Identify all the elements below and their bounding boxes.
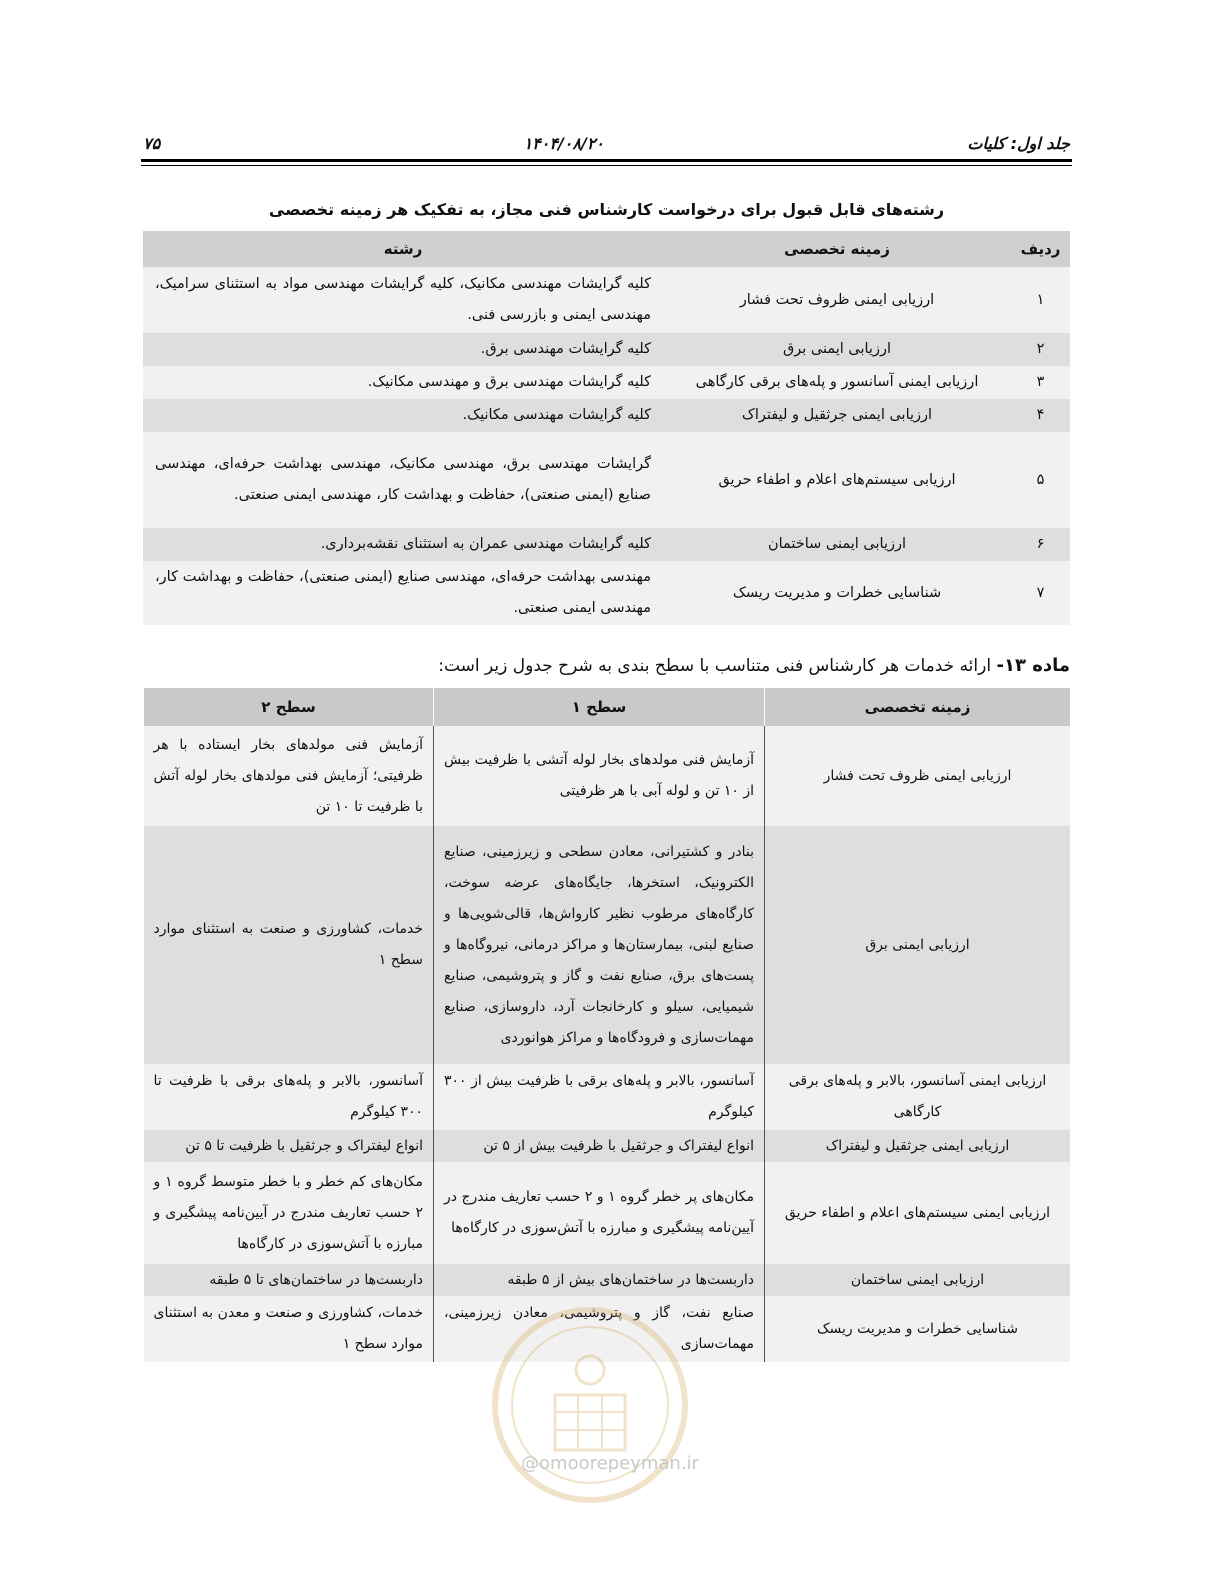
table-row [143, 333, 1070, 366]
row-level2: آسانسور، بالابر و پله‌های برقی با ظرفیت تا ۳۰۰ کیلوگرم [144, 1064, 434, 1130]
table1-header-num: ردیف [1011, 231, 1070, 267]
table-row [143, 561, 1070, 625]
majors-table [143, 231, 1070, 625]
row-field: ارزیابی ایمنی آسانسور، بالابر و پله‌های برقی کارگاهی [765, 1064, 1071, 1130]
row-field: ارزیابی ایمنی برق [765, 826, 1071, 1064]
row-level2: آزمایش فنی مولدهای بخار ایستاده با هر ظرفیتی؛ آزمایش فنی مولدهای بخار لوله آتش با ظرفیت تا ۱۰ تن [144, 726, 434, 826]
row-level2: مکان‌های کم خطر و با خطر متوسط گروه ۱ و ۲ حسب تعاریف مندرج در آیین‌نامه پیشگیری و مبارزه با آتش‌سوزی در کارگاه‌ها [144, 1162, 434, 1264]
header-rule-thick [141, 159, 1072, 162]
service-levels-table [143, 688, 1070, 1362]
row-number: ۱ [1011, 267, 1070, 333]
table-row [144, 1064, 1071, 1130]
watermark-site: @omoorepeyman.ir [521, 1453, 699, 1474]
row-field: ارزیابی ایمنی ساختمان [663, 528, 1011, 561]
article-label: ماده ۱۳- [996, 655, 1070, 676]
row-field: ارزیابی ایمنی برق [663, 333, 1011, 366]
row-field: ارزیابی سیستم‌های اعلام و اطفاء حریق [663, 432, 1011, 528]
row-field: ارزیابی ایمنی جرثقیل و لیفتراک [765, 1130, 1071, 1162]
row-field: شناسایی خطرات و مدیریت ریسک [765, 1296, 1071, 1362]
article-13 [143, 655, 1070, 676]
table-row [143, 267, 1070, 333]
row-level1: صنایع نفت، گاز و پتروشیمی، معادن زیرزمینی، مهمات‌سازی [434, 1296, 765, 1362]
table-row [144, 726, 1071, 826]
table1-header-field: زمینه تخصصی [663, 231, 1011, 267]
row-level1: داربست‌ها در ساختمان‌های بیش از ۵ طبقه [434, 1264, 765, 1296]
table-row [143, 399, 1070, 432]
row-number: ۳ [1011, 366, 1070, 399]
row-number: ۴ [1011, 399, 1070, 432]
row-level1: انواع لیفتراک و جرثقیل با ظرفیت بیش از ۵ تن [434, 1130, 765, 1162]
table-row [144, 826, 1071, 1064]
table2-header-field: زمینه تخصصی [765, 688, 1071, 726]
header-date: ۱۴۰۴/۰۸/۲۰ [523, 133, 605, 153]
row-level1: آزمایش فنی مولدهای بخار لوله آتشی با ظرفیت بیش از ۱۰ تن و لوله آبی با هر ظرفیتی [434, 726, 765, 826]
table2-header-row [144, 688, 1071, 726]
header-page-number: ۷۵ [143, 133, 161, 153]
row-level1: بنادر و کشتیرانی، معادن سطحی و زیرزمینی، صنایع الکترونیک، استخرها، جایگاه‌های عرضه سوخت، کارگاه‌های مرطوب نظیر کارواش‌ها، قالی‌شویی‌ها و صنایع لبنی، بیمارستان‌ها و مراکز درمانی، نیروگاه‌ها و پست‌های برق، صنایع نفت و گاز و پتروشیمی، صنایع شیمیایی، سیلو و کارخانجات آرد، داروسازی، صنایع مهمات‌سازی و فرودگاه‌ها و مراکز هوانوردی [434, 826, 765, 1064]
row-field: ارزیابی ایمنی سیستم‌های اعلام و اطفاء حریق [765, 1162, 1071, 1264]
row-field: ارزیابی ایمنی ظروف تحت فشار [765, 726, 1071, 826]
table1-header-major: رشته [143, 231, 663, 267]
row-field: ارزیابی ایمنی ظروف تحت فشار [663, 267, 1011, 333]
row-number: ۷ [1011, 561, 1070, 625]
header-rule-thin [141, 165, 1072, 166]
row-level1: مکان‌های پر خطر گروه ۱ و ۲ حسب تعاریف مندرج در آیین‌نامه پیشگیری و مبارزه با آتش‌سوزی در کارگاه‌ها [434, 1162, 765, 1264]
row-major: کلیه گرایشات مهندسی عمران به استثنای نقشه‌برداری. [143, 528, 663, 561]
row-major: کلیه گرایشات مهندسی برق و مهندسی مکانیک. [143, 366, 663, 399]
row-major: کلیه گرایشات مهندسی مکانیک، کلیه گرایشات مهندسی مواد به استثنای سرامیک، مهندسی ایمنی و بازرسی فنی. [143, 267, 663, 333]
row-major: گرایشات مهندسی برق، مهندسی مکانیک، مهندسی بهداشت حرفه‌ای، مهندسی صنایع (ایمنی صنعتی)، حفاظت و بهداشت کار، مهندسی ایمنی صنعتی. [143, 432, 663, 528]
row-number: ۵ [1011, 432, 1070, 528]
row-level2: انواع لیفتراک و جرثقیل با ظرفیت تا ۵ تن [144, 1130, 434, 1162]
table2-header-level1: سطح ۱ [434, 688, 765, 726]
table-row [143, 528, 1070, 561]
row-level2: خدمات، کشاورزی و صنعت و معدن به استثنای موارد سطح ۱ [144, 1296, 434, 1362]
table-row [144, 1162, 1071, 1264]
row-field: ارزیابی ایمنی آسانسور و پله‌های برقی کارگاهی [663, 366, 1011, 399]
row-level1: آسانسور، بالابر و پله‌های برقی با ظرفیت بیش از ۳۰۰ کیلوگرم [434, 1064, 765, 1130]
row-field: ارزیابی ایمنی ساختمان [765, 1264, 1071, 1296]
table-row [143, 366, 1070, 399]
row-level2: خدمات، کشاورزی و صنعت به استثنای موارد سطح ۱ [144, 826, 434, 1064]
article-text: ارائه خدمات هر کارشناس فنی متناسب با سطح بندی به شرح جدول زیر است: [438, 656, 997, 676]
table1-header-row [143, 231, 1070, 267]
table-row [144, 1296, 1071, 1362]
row-number: ۲ [1011, 333, 1070, 366]
table2-header-level2: سطح ۲ [144, 688, 434, 726]
page-header [143, 128, 1070, 158]
table1-title: رشته‌های قابل قبول برای درخواست کارشناس فنی مجاز، به تفکیک هر زمینه تخصصی [268, 200, 945, 219]
table-row [144, 1264, 1071, 1296]
row-major: مهندسی بهداشت حرفه‌ای، مهندسی صنایع (ایمنی صنعتی)، حفاظت و بهداشت کار، مهندسی ایمنی صنعتی. [143, 561, 663, 625]
row-field: شناسایی خطرات و مدیریت ریسک [663, 561, 1011, 625]
header-volume-title: جلد اول: کلیات [967, 133, 1070, 153]
row-major: کلیه گرایشات مهندسی برق. [143, 333, 663, 366]
row-field: ارزیابی ایمنی جرثقیل و لیفتراک [663, 399, 1011, 432]
row-major: کلیه گرایشات مهندسی مکانیک. [143, 399, 663, 432]
row-number: ۶ [1011, 528, 1070, 561]
row-level2: داربست‌ها در ساختمان‌های تا ۵ طبقه [144, 1264, 434, 1296]
table-row [144, 1130, 1071, 1162]
table-row [143, 432, 1070, 528]
